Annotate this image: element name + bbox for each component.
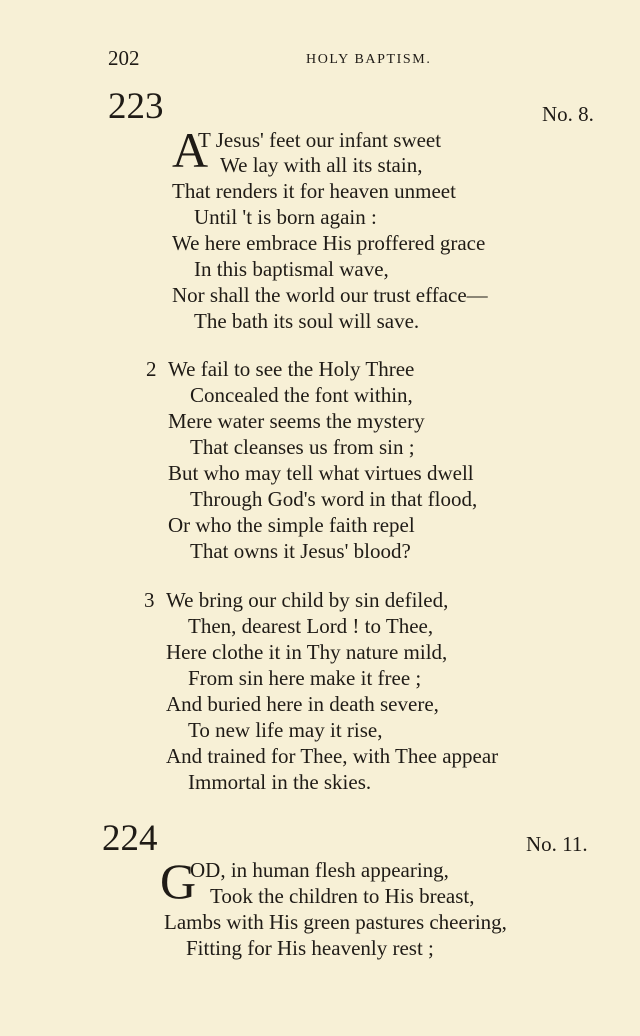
verse-line: That renders it for heaven unmeet <box>172 179 456 203</box>
verse-line: We lay with all its stain, <box>220 153 423 177</box>
verse-line: Here clothe it in Thy nature mild, <box>166 640 448 664</box>
hymn-number: 223 <box>108 86 164 127</box>
verse-line: Mere water seems the mystery <box>168 409 425 433</box>
verse-line: We fail to see the Holy Three <box>168 357 415 381</box>
verse-line: And trained for Thee, with Thee appear <box>166 744 499 768</box>
drop-cap: A <box>172 122 209 178</box>
verse-line: And buried here in death severe, <box>166 692 439 716</box>
verse-line: That cleanses us from sin ; <box>190 435 415 459</box>
verse-line: Lambs with His green pastures cheering, <box>164 910 507 934</box>
verse-line: To new life may it rise, <box>188 718 383 742</box>
drop-cap: G <box>160 853 197 909</box>
verse-line: Until 't is born again : <box>194 205 377 229</box>
verse-line: That owns it Jesus' blood? <box>190 539 411 563</box>
verse-line: Nor shall the world our trust efface— <box>172 283 488 307</box>
verse-line: Immortal in the skies. <box>188 770 372 794</box>
verse-line: Or who the simple faith repel <box>168 513 415 537</box>
stanza-number: 2 <box>146 357 157 381</box>
verse-line: We here embrace His proffered grace <box>172 231 486 255</box>
verse-line: The bath its soul will save. <box>194 309 420 333</box>
page-number: 202 <box>108 46 140 70</box>
tune-reference: No. 8. <box>542 102 594 126</box>
verse-line: Concealed the font within, <box>190 383 413 407</box>
verse-line: Through God's word in that flood, <box>190 487 478 511</box>
verse-line: Fitting for His heavenly rest ; <box>186 936 434 960</box>
tune-reference: No. 11. <box>526 832 588 856</box>
running-title: HOLY BAPTISM. <box>306 52 432 67</box>
hymn-number: 224 <box>102 818 158 859</box>
verse-line: T Jesus' feet our infant sweet <box>198 128 442 152</box>
verse-line: From sin here make it free ; <box>188 666 422 690</box>
verse-line: But who may tell what virtues dwell <box>168 461 474 485</box>
verse-line: Then, dearest Lord ! to Thee, <box>188 614 434 638</box>
verse-line: OD, in human flesh appearing, <box>190 858 449 882</box>
verse-line: Took the children to His breast, <box>210 884 475 908</box>
verse-line: In this baptismal wave, <box>194 257 389 281</box>
stanza-number: 3 <box>144 588 155 612</box>
verse-line: We bring our child by sin defiled, <box>166 588 449 612</box>
